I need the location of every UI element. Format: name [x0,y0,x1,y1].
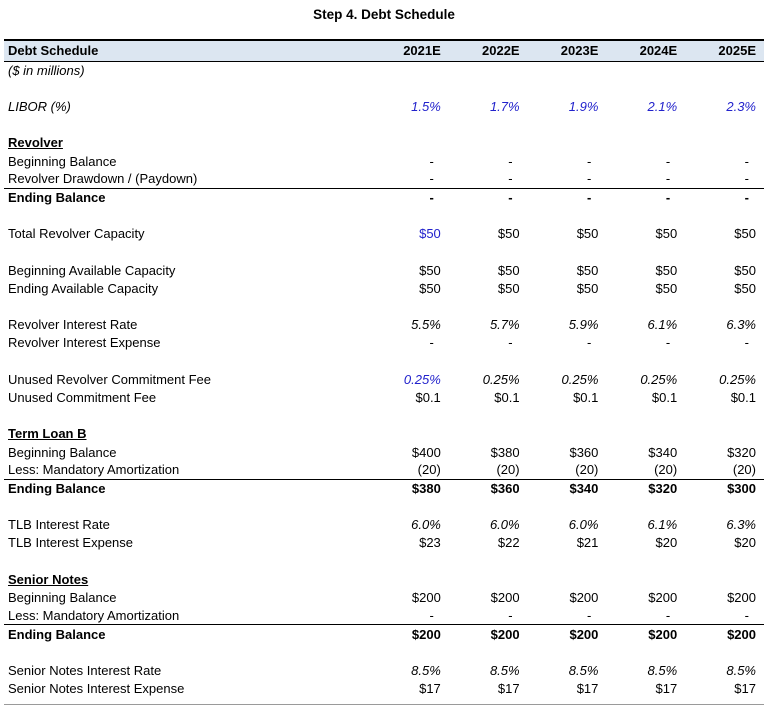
value-cell: $50 [655,226,678,242]
spacer-row [4,498,764,516]
spacer-row [4,407,764,425]
value-cell [606,297,685,315]
row-label [4,243,370,261]
value-cell: - [528,170,607,188]
value-cell: - [587,190,592,206]
value-cell [606,498,685,516]
value-cell [685,552,764,570]
value-cell: - [587,335,592,351]
value-cell: $200 [648,626,678,642]
value-cell [370,243,449,261]
table-body [4,61,764,698]
table-row [4,679,764,697]
value-cell [606,425,685,443]
table-row [4,479,764,497]
value-cell: - [685,170,764,188]
value-cell [685,498,764,516]
value-cell: 6.1% [647,317,678,333]
table-header-row [4,40,764,61]
spacer-row [4,552,764,570]
spacer-row [4,116,764,134]
value-cell: - [429,190,434,206]
value-cell [449,352,528,370]
value-cell: - [508,190,513,206]
value-cell: 2.1% [647,98,678,114]
value-cell: - [587,153,592,169]
table-row [4,261,764,279]
value-cell [370,425,449,443]
row-label: Ending Available Capacity [8,280,159,296]
value-cell: 1.9% [568,98,599,114]
row-label [4,116,370,134]
value-cell [528,643,607,661]
table-row [4,316,764,334]
value-cell: $50 [497,262,520,278]
value-cell [606,134,685,152]
value-cell: 1.7% [489,98,520,114]
row-label: Revolver Drawdown / (Paydown) [4,170,370,188]
value-cell: $360 [569,444,599,460]
value-cell: - [665,153,671,169]
table-row [4,388,764,406]
value-cell [528,79,607,97]
value-cell [449,643,528,661]
value-cell [370,79,449,97]
row-label: LIBOR (%) [8,98,71,114]
row-label: Revolver Interest Expense [8,335,161,351]
value-cell [528,116,607,134]
value-cell: (20) [528,461,607,479]
row-label: Less: Mandatory Amortization [4,461,370,479]
value-cell: $22 [497,535,520,551]
value-cell: $23 [419,535,441,551]
value-cell: 0.25% [403,371,441,387]
value-cell: $50 [734,280,756,296]
table-row [4,570,764,588]
value-cell [449,207,528,225]
value-cell: - [606,607,685,625]
debt-schedule-table [4,39,764,698]
column-header-2022e: 2022E [449,40,528,61]
value-cell: $17 [576,680,599,696]
row-label: Senior Notes Interest Expense [8,680,185,696]
value-cell: $50 [655,280,678,296]
value-cell [606,207,685,225]
value-cell: (20) [606,461,685,479]
value-cell [528,207,607,225]
value-cell: - [508,153,513,169]
value-cell [370,643,449,661]
value-cell: $200 [411,590,441,606]
value-cell: $0.1 [651,389,678,405]
value-cell: - [429,335,434,351]
value-cell [685,643,764,661]
section-label: Senior Notes [8,571,89,587]
table-row [4,516,764,534]
table-row [4,625,764,643]
value-cell: - [508,335,513,351]
value-cell: 6.3% [726,317,756,333]
value-cell: $200 [727,590,756,606]
value-cell: - [429,153,434,169]
value-cell: $0.1 [573,389,599,405]
row-label [4,352,370,370]
value-cell [685,352,764,370]
value-cell: $200 [490,590,520,606]
table-row [4,370,764,388]
table-row [4,61,764,79]
value-cell: - [449,170,528,188]
value-cell [528,552,607,570]
section-label: Term Loan B [8,426,87,442]
value-cell: - [528,607,607,625]
value-cell: 0.25% [561,371,599,387]
row-label: Unused Revolver Commitment Fee [8,371,212,387]
table-row [4,461,764,479]
value-cell: $50 [419,280,441,296]
value-cell: $50 [419,226,441,242]
row-label: Beginning Balance [8,153,117,169]
bottom-rule [4,704,764,705]
row-label [4,552,370,570]
spacer-row [4,352,764,370]
value-cell: $200 [569,626,599,642]
value-cell [370,134,449,152]
value-cell: - [744,153,749,169]
value-cell: $380 [411,481,441,497]
value-cell [370,207,449,225]
value-cell [685,134,764,152]
value-cell: 6.1% [647,517,678,533]
value-cell: 6.0% [411,517,441,533]
value-cell: (20) [370,461,449,479]
value-cell [449,134,528,152]
column-header-2024e: 2024E [606,40,685,61]
table-row [4,534,764,552]
value-cell [528,352,607,370]
value-cell [449,61,528,79]
value-cell [685,407,764,425]
value-cell [685,243,764,261]
value-cell [606,570,685,588]
table-row [4,170,764,188]
value-cell [449,425,528,443]
value-cell [370,407,449,425]
table-row [4,225,764,243]
column-header-2021e: 2021E [370,40,449,61]
value-cell: 8.5% [568,662,599,678]
value-cell [449,116,528,134]
value-cell: $21 [576,535,599,551]
table-row [4,661,764,679]
value-cell [449,498,528,516]
value-cell: $360 [490,481,520,497]
row-label: Ending Balance [8,190,106,206]
table-row [4,588,764,606]
value-cell: $340 [648,444,678,460]
value-cell: $200 [648,590,678,606]
value-cell: $50 [497,226,520,242]
table-row [4,443,764,461]
value-cell [528,134,607,152]
value-cell: $0.1 [494,389,520,405]
value-cell: $320 [648,481,678,497]
value-cell: $50 [576,226,599,242]
value-cell: 2.3% [726,98,756,114]
value-cell: $200 [569,590,599,606]
row-label: Ending Balance [8,481,106,497]
value-cell: $400 [411,444,441,460]
value-cell [370,116,449,134]
value-cell [370,61,449,79]
value-cell [449,243,528,261]
value-cell [449,570,528,588]
value-cell: $0.1 [415,389,441,405]
value-cell: $380 [490,444,520,460]
row-label: TLB Interest Rate [8,517,110,533]
spacer-row [4,79,764,97]
value-cell [606,552,685,570]
value-cell: 5.7% [489,317,520,333]
value-cell: $300 [727,481,756,497]
value-cell: (20) [685,461,764,479]
value-cell: (20) [449,461,528,479]
value-cell: 8.5% [489,662,520,678]
value-cell: - [665,335,671,351]
value-cell: $200 [490,626,520,642]
value-cell: - [449,607,528,625]
table-row [4,134,764,152]
value-cell: - [685,607,764,625]
value-cell: 5.9% [568,317,599,333]
value-cell [528,243,607,261]
row-label: TLB Interest Expense [8,535,134,551]
value-cell [685,570,764,588]
value-cell [606,79,685,97]
value-cell [685,425,764,443]
value-cell [606,407,685,425]
value-cell: $50 [655,262,678,278]
value-cell [449,297,528,315]
row-label: Beginning Balance [8,590,117,606]
value-cell: $0.1 [730,389,756,405]
value-cell [370,570,449,588]
value-cell: 5.5% [411,317,441,333]
value-cell: 6.0% [568,517,599,533]
value-cell: - [744,190,749,206]
value-cell: 8.5% [726,662,756,678]
value-cell [528,425,607,443]
value-cell [685,297,764,315]
value-cell: 0.25% [482,371,520,387]
column-header-2025e: 2025E [685,40,764,61]
value-cell: - [370,607,449,625]
value-cell: $50 [734,226,756,242]
value-cell [685,207,764,225]
value-cell: $20 [734,535,756,551]
value-cell [685,61,764,79]
row-label [4,79,370,97]
value-cell [606,243,685,261]
value-cell [449,79,528,97]
row-label: Beginning Balance [8,444,117,460]
value-cell: $340 [569,481,599,497]
section-label: Revolver [8,135,63,151]
value-cell [528,297,607,315]
row-label [4,407,370,425]
value-cell [370,552,449,570]
spacer-row [4,297,764,315]
table-row [4,607,764,625]
row-label: Beginning Available Capacity [8,262,176,278]
value-cell [370,498,449,516]
value-cell: $50 [576,280,599,296]
value-cell [528,61,607,79]
value-cell [528,570,607,588]
table-row [4,188,764,206]
value-cell: - [606,170,685,188]
value-cell: - [744,335,749,351]
table-row [4,334,764,352]
value-cell: 6.0% [489,517,520,533]
value-cell: $50 [734,262,756,278]
value-cell: - [665,190,671,206]
value-cell: 8.5% [411,662,441,678]
value-cell [449,552,528,570]
value-cell: $17 [419,680,441,696]
value-cell: $200 [411,626,441,642]
row-label: ($ in millions) [8,62,85,78]
value-cell [685,79,764,97]
value-cell: $200 [727,626,756,642]
value-cell: $320 [727,444,756,460]
value-cell [528,498,607,516]
value-cell: $50 [576,262,599,278]
table-row [4,279,764,297]
value-cell: 8.5% [647,662,678,678]
value-cell [449,407,528,425]
value-cell: 0.25% [640,371,678,387]
value-cell: - [370,170,449,188]
value-cell: $20 [655,535,678,551]
header-label: Debt Schedule [4,40,370,61]
value-cell [606,352,685,370]
table-row [4,425,764,443]
column-header-2023e: 2023E [528,40,607,61]
page-title: Step 4. Debt Schedule [313,7,455,22]
value-cell: $50 [419,262,441,278]
value-cell: 0.25% [719,371,756,387]
row-label: Less: Mandatory Amortization [4,607,370,625]
spacer-row [4,207,764,225]
value-cell [606,643,685,661]
row-label: Ending Balance [8,626,106,642]
value-cell [685,116,764,134]
row-label: Unused Commitment Fee [8,389,157,405]
value-cell [370,352,449,370]
value-cell [606,61,685,79]
value-cell: 1.5% [411,98,441,114]
spacer-row [4,643,764,661]
row-label: Revolver Interest Rate [8,317,138,333]
row-label [4,207,370,225]
spacer-row [4,243,764,261]
row-label: Total Revolver Capacity [8,226,145,242]
value-cell: $17 [655,680,678,696]
row-label [4,498,370,516]
row-label: Senior Notes Interest Rate [8,662,162,678]
table-row [4,152,764,170]
table-row [4,97,764,115]
row-label [4,297,370,315]
value-cell: $17 [734,680,756,696]
row-label [4,643,370,661]
value-cell: $17 [497,680,520,696]
value-cell: $50 [497,280,520,296]
value-cell [370,297,449,315]
value-cell [606,116,685,134]
value-cell [528,407,607,425]
value-cell: 6.3% [726,517,756,533]
